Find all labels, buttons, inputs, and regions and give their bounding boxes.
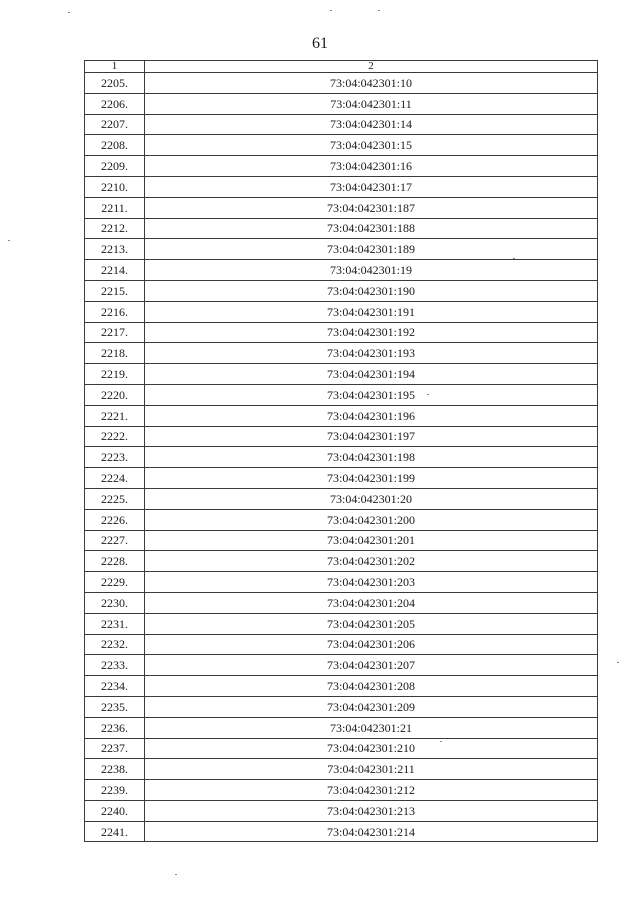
column-header-2: 2 xyxy=(145,61,598,73)
row-number-cell: 2224. xyxy=(85,468,145,489)
table-row xyxy=(85,343,598,364)
table-row xyxy=(85,447,598,468)
scan-speck xyxy=(8,240,10,241)
table-row xyxy=(85,530,598,551)
row-number-cell: 2205. xyxy=(85,73,145,94)
row-number-cell: 2230. xyxy=(85,592,145,613)
table-row xyxy=(85,592,598,613)
table-row xyxy=(85,364,598,385)
table-row xyxy=(85,759,598,780)
row-number-cell: 2221. xyxy=(85,405,145,426)
scan-speck xyxy=(427,394,429,395)
row-number-cell: 2234. xyxy=(85,676,145,697)
row-number-cell: 2238. xyxy=(85,759,145,780)
table-row xyxy=(85,93,598,114)
cadastral-number-cell: 73:04:042301:206 xyxy=(145,634,598,655)
table-row xyxy=(85,73,598,94)
table-row xyxy=(85,509,598,530)
cadastral-table xyxy=(84,60,598,842)
row-number-cell: 2229. xyxy=(85,572,145,593)
row-number-cell: 2237. xyxy=(85,738,145,759)
row-number-cell: 2207. xyxy=(85,114,145,135)
cadastral-number-cell: 73:04:042301:195 xyxy=(145,384,598,405)
row-number-cell: 2241. xyxy=(85,821,145,842)
table-row xyxy=(85,468,598,489)
row-number-cell: 2217. xyxy=(85,322,145,343)
cadastral-number-cell: 73:04:042301:21 xyxy=(145,717,598,738)
cadastral-number-cell: 73:04:042301:16 xyxy=(145,156,598,177)
cadastral-number-cell: 73:04:042301:191 xyxy=(145,301,598,322)
row-number-cell: 2227. xyxy=(85,530,145,551)
row-number-cell: 2218. xyxy=(85,343,145,364)
table-row xyxy=(85,176,598,197)
cadastral-number-cell: 73:04:042301:211 xyxy=(145,759,598,780)
cadastral-number-cell: 73:04:042301:20 xyxy=(145,488,598,509)
row-number-cell: 2211. xyxy=(85,197,145,218)
table-row xyxy=(85,488,598,509)
cadastral-number-cell: 73:04:042301:204 xyxy=(145,592,598,613)
cadastral-number-cell: 73:04:042301:15 xyxy=(145,135,598,156)
scan-speck xyxy=(440,741,442,742)
cadastral-number-cell: 73:04:042301:208 xyxy=(145,676,598,697)
scan-speck xyxy=(617,662,619,663)
cadastral-number-cell: 73:04:042301:203 xyxy=(145,572,598,593)
table-row xyxy=(85,613,598,634)
cadastral-number-cell: 73:04:042301:19 xyxy=(145,260,598,281)
cadastral-number-cell: 73:04:042301:17 xyxy=(145,176,598,197)
row-number-cell: 2212. xyxy=(85,218,145,239)
cadastral-number-cell: 73:04:042301:201 xyxy=(145,530,598,551)
row-number-cell: 2213. xyxy=(85,239,145,260)
cadastral-number-cell: 73:04:042301:198 xyxy=(145,447,598,468)
table-row xyxy=(85,717,598,738)
table-row xyxy=(85,218,598,239)
row-number-cell: 2216. xyxy=(85,301,145,322)
table-row xyxy=(85,800,598,821)
table-row xyxy=(85,301,598,322)
table-row xyxy=(85,634,598,655)
cadastral-number-cell: 73:04:042301:10 xyxy=(145,73,598,94)
row-number-cell: 2208. xyxy=(85,135,145,156)
table-row xyxy=(85,384,598,405)
table-row xyxy=(85,780,598,801)
cadastral-number-cell: 73:04:042301:190 xyxy=(145,280,598,301)
row-number-cell: 2232. xyxy=(85,634,145,655)
table-row xyxy=(85,821,598,842)
cadastral-number-cell: 73:04:042301:193 xyxy=(145,343,598,364)
cadastral-number-cell: 73:04:042301:209 xyxy=(145,696,598,717)
table-row xyxy=(85,280,598,301)
table-header-row xyxy=(85,61,598,73)
scan-speck xyxy=(513,258,515,259)
scan-speck xyxy=(378,10,380,11)
row-number-cell: 2240. xyxy=(85,800,145,821)
row-number-cell: 2233. xyxy=(85,655,145,676)
row-number-cell: 2209. xyxy=(85,156,145,177)
table-row xyxy=(85,260,598,281)
row-number-cell: 2222. xyxy=(85,426,145,447)
row-number-cell: 2235. xyxy=(85,696,145,717)
table-row xyxy=(85,426,598,447)
cadastral-number-cell: 73:04:042301:200 xyxy=(145,509,598,530)
row-number-cell: 2239. xyxy=(85,780,145,801)
cadastral-number-cell: 73:04:042301:194 xyxy=(145,364,598,385)
column-header-1: 1 xyxy=(85,61,145,73)
table-row xyxy=(85,551,598,572)
cadastral-number-cell: 73:04:042301:192 xyxy=(145,322,598,343)
row-number-cell: 2206. xyxy=(85,93,145,114)
scan-speck xyxy=(68,12,70,13)
table-row xyxy=(85,676,598,697)
cadastral-number-cell: 73:04:042301:210 xyxy=(145,738,598,759)
table-row xyxy=(85,405,598,426)
row-number-cell: 2214. xyxy=(85,260,145,281)
row-number-cell: 2226. xyxy=(85,509,145,530)
cadastral-number-cell: 73:04:042301:205 xyxy=(145,613,598,634)
cadastral-number-cell: 73:04:042301:197 xyxy=(145,426,598,447)
table-row xyxy=(85,738,598,759)
cadastral-number-cell: 73:04:042301:213 xyxy=(145,800,598,821)
table-row xyxy=(85,156,598,177)
row-number-cell: 2225. xyxy=(85,488,145,509)
row-number-cell: 2210. xyxy=(85,176,145,197)
row-number-cell: 2215. xyxy=(85,280,145,301)
cadastral-number-cell: 73:04:042301:212 xyxy=(145,780,598,801)
row-number-cell: 2228. xyxy=(85,551,145,572)
cadastral-number-cell: 73:04:042301:202 xyxy=(145,551,598,572)
cadastral-number-cell: 73:04:042301:188 xyxy=(145,218,598,239)
table-row xyxy=(85,197,598,218)
table-row xyxy=(85,572,598,593)
table-row xyxy=(85,239,598,260)
scan-speck xyxy=(330,10,332,11)
table-row xyxy=(85,135,598,156)
cadastral-number-cell: 73:04:042301:196 xyxy=(145,405,598,426)
table-body xyxy=(85,73,598,842)
table-row xyxy=(85,696,598,717)
table-row xyxy=(85,655,598,676)
cadastral-number-cell: 73:04:042301:214 xyxy=(145,821,598,842)
table-row xyxy=(85,114,598,135)
cadastral-number-cell: 73:04:042301:14 xyxy=(145,114,598,135)
row-number-cell: 2223. xyxy=(85,447,145,468)
table-row xyxy=(85,322,598,343)
cadastral-number-cell: 73:04:042301:187 xyxy=(145,197,598,218)
row-number-cell: 2219. xyxy=(85,364,145,385)
scan-speck xyxy=(175,874,177,875)
row-number-cell: 2236. xyxy=(85,717,145,738)
cadastral-number-cell: 73:04:042301:189 xyxy=(145,239,598,260)
cadastral-number-cell: 73:04:042301:11 xyxy=(145,93,598,114)
cadastral-number-cell: 73:04:042301:207 xyxy=(145,655,598,676)
row-number-cell: 2231. xyxy=(85,613,145,634)
row-number-cell: 2220. xyxy=(85,384,145,405)
cadastral-number-cell: 73:04:042301:199 xyxy=(145,468,598,489)
page-number: 61 xyxy=(312,35,328,52)
